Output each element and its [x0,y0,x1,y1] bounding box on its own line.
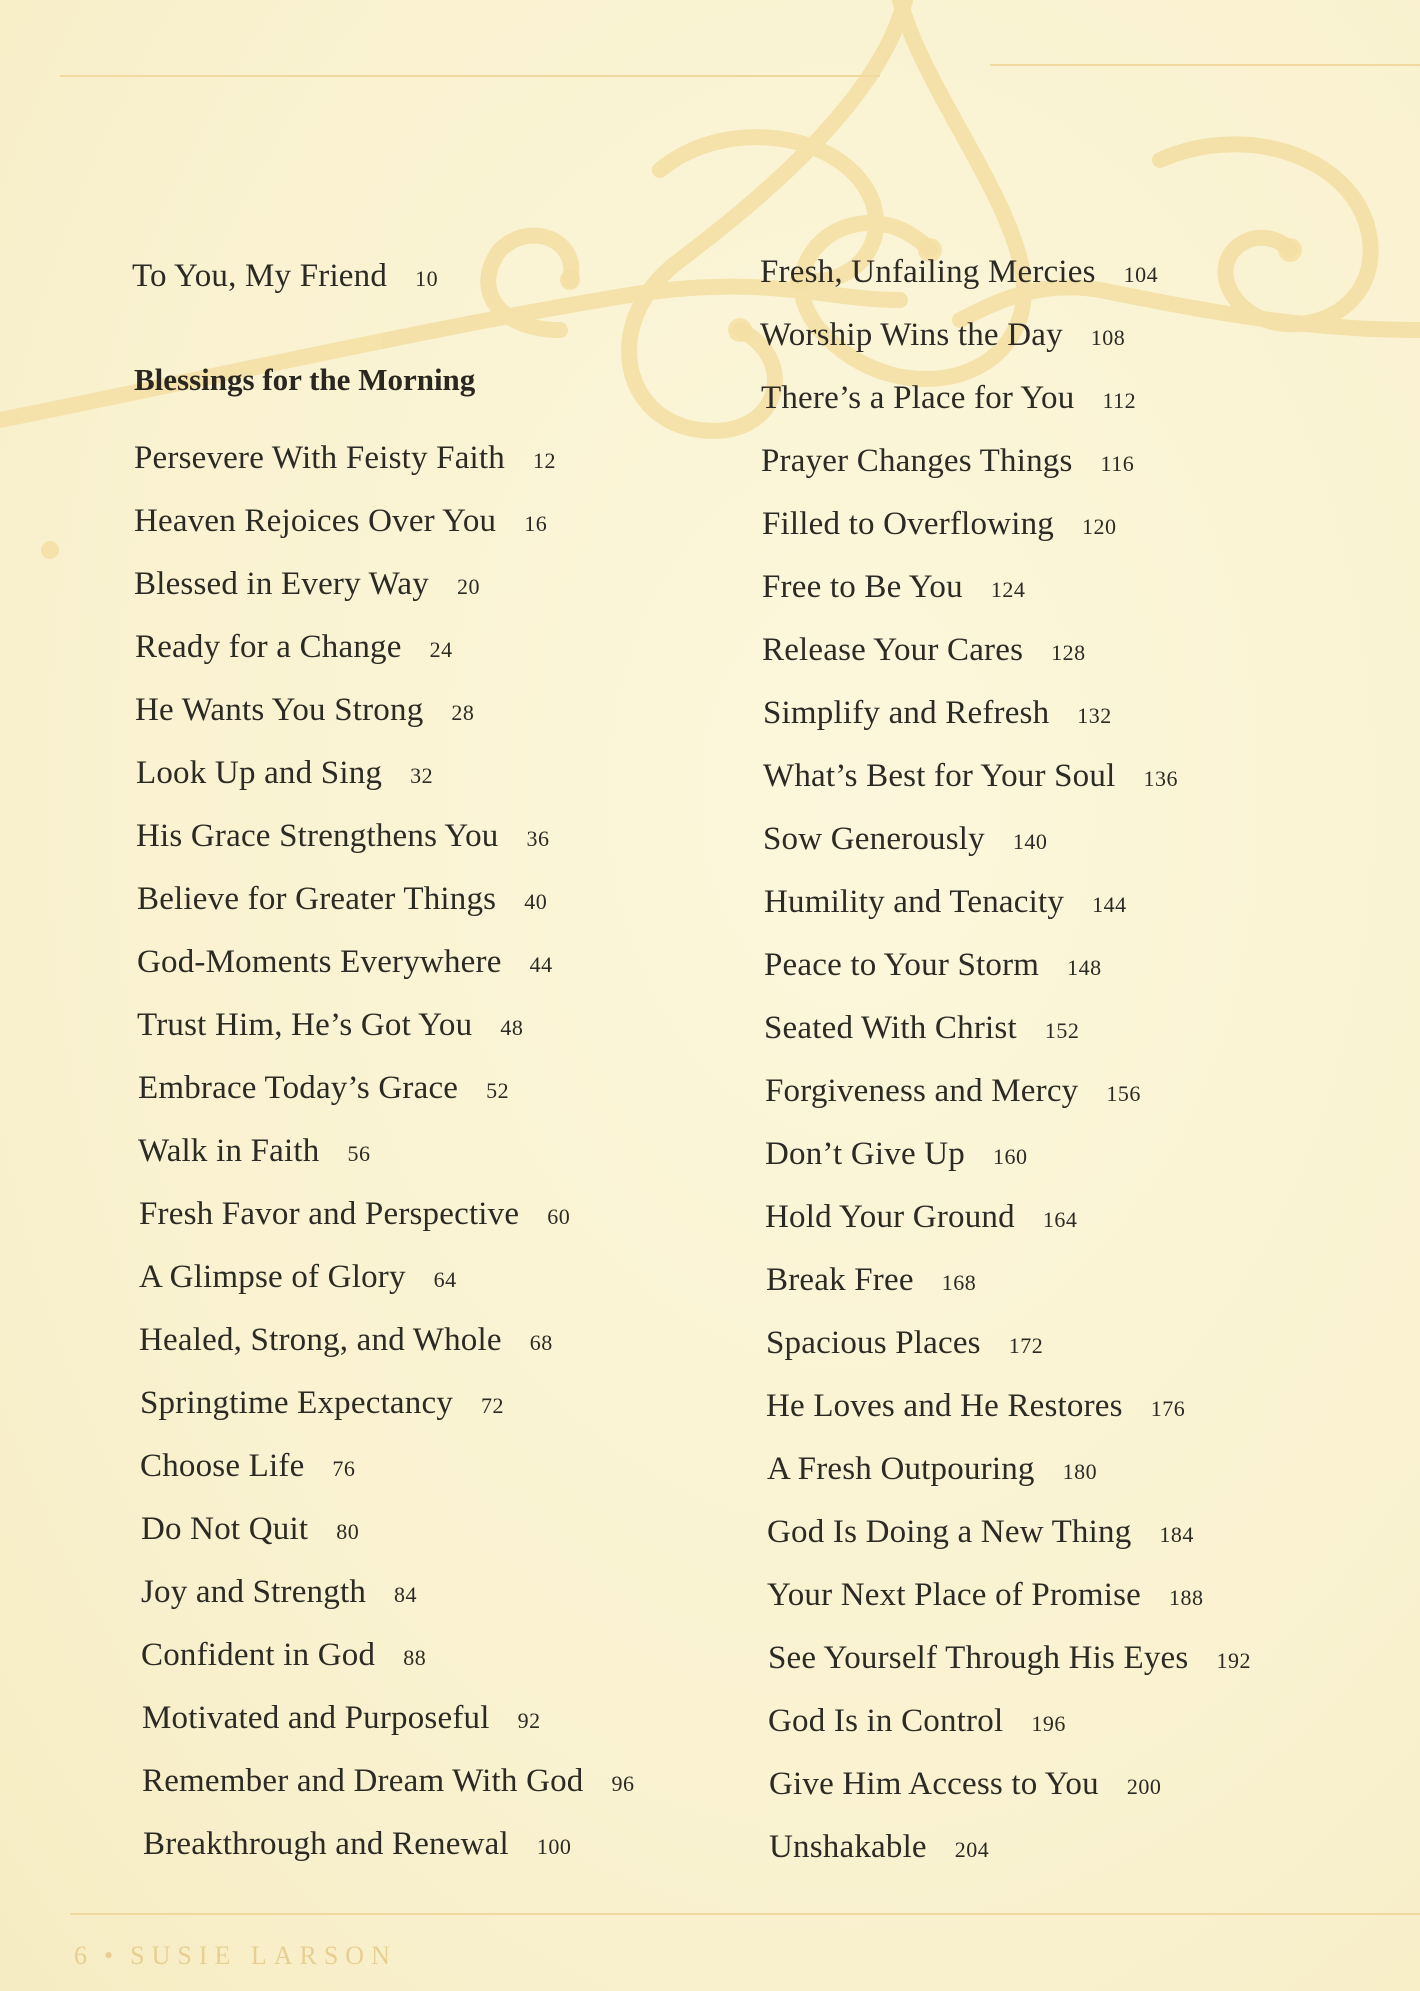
toc-entry-title: He Loves and He Restores [766,1388,1123,1424]
toc-entry-page: 68 [529,1330,553,1355]
toc-entry [137,1005,523,1048]
toc-entry-intro [132,256,438,299]
toc-entry-page: 148 [1067,955,1102,980]
toc-entry-title: A Fresh Outpouring [767,1451,1035,1487]
footer-separator: • [104,1941,121,1970]
toc-entry [761,378,1136,421]
toc-entry [139,1257,457,1300]
toc-entry-title: Sow Generously [763,821,985,857]
toc-entry-page: 132 [1077,703,1112,728]
toc-entry [137,942,553,985]
toc-entry-title: Breakthrough and Renewal [143,1826,509,1862]
toc-entry-title: Springtime Expectancy [140,1385,454,1421]
toc-entry-page: 116 [1100,451,1135,476]
toc-entry [760,252,1158,295]
toc-entry-page: 52 [486,1078,510,1103]
toc-entry-page: 100 [536,1834,572,1859]
toc-entry [140,1446,355,1489]
toc-entry-title: Simplify and Refresh [763,695,1050,731]
toc-entry [142,1761,635,1804]
toc-entry-title: Fresh Favor and Perspective [139,1196,520,1232]
toc-entry-title: Your Next Place of Promise [767,1577,1141,1613]
toc-entry [142,1698,541,1741]
toc-entry-page: 128 [1051,640,1086,665]
toc-entry-title: Trust Him, He’s Got You [137,1007,473,1043]
toc-entry-page: 196 [1031,1711,1066,1736]
toc-entry-title: Motivated and Purposeful [142,1700,490,1736]
toc-entry [762,630,1086,673]
toc-entry-title: Embrace Today’s Grace [138,1070,459,1106]
toc-entry-page: 16 [524,511,548,536]
toc-entry-page: 10 [415,266,439,291]
toc-entry [761,441,1134,484]
toc-entry [141,1635,426,1678]
toc-entry [768,1638,1251,1681]
toc-entry [763,756,1178,799]
toc-entry [767,1449,1097,1492]
toc-entry-title: His Grace Strengthens You [136,818,499,854]
toc-entry-page: 12 [533,448,556,473]
toc-entry-title: Remember and Dream With God [142,1763,584,1799]
toc-entry-title: Seated With Christ [764,1010,1017,1046]
toc-entry-page: 136 [1143,766,1178,791]
toc-entry [141,1509,359,1552]
toc-entry [138,1131,370,1174]
toc-entry-title: Blessed in Every Way [134,566,429,602]
toc-entry-title: See Yourself Through His Eyes [768,1640,1189,1676]
toc-entry [134,438,556,481]
toc-entry [764,882,1127,925]
toc-entry-page: 40 [524,889,548,914]
toc-entry [767,1512,1194,1555]
toc-entry [769,1827,989,1870]
toc-entry-title: Look Up and Sing [136,755,383,791]
page-footer [74,1941,397,1971]
toc-entry [763,693,1112,736]
toc-entry-page: 60 [547,1204,571,1229]
toc-entry [135,690,474,733]
toc-entry-page: 28 [451,700,475,725]
toc-entry-title: Healed, Strong, and Whole [139,1322,502,1358]
toc-entry-page: 92 [517,1708,541,1733]
toc-entry-page: 164 [1042,1207,1078,1232]
toc-entry-page: 168 [941,1270,977,1295]
toc-entry-page: 176 [1150,1396,1186,1421]
toc-entry-title: God Is Doing a New Thing [767,1514,1132,1550]
toc-entry-title: Confident in God [141,1637,376,1673]
toc-entry-title: Prayer Changes Things [761,443,1073,479]
toc-entry-page: 44 [529,952,553,977]
toc-entry-title: Forgiveness and Mercy [765,1073,1079,1109]
toc-entry [765,1197,1077,1240]
toc-entry-page: 96 [611,1771,635,1796]
toc-entry [764,1008,1079,1051]
toc-entry-title: To You, My Friend [132,258,388,294]
toc-entry-title: There’s a Place for You [761,380,1075,416]
toc-entry [769,1764,1161,1807]
toc-entry-title: God Is in Control [768,1703,1004,1739]
toc-entry-page: 160 [992,1144,1028,1169]
toc-entry-page: 84 [394,1582,418,1607]
toc-entry [134,564,480,607]
toc-entry [136,816,549,859]
toc-entry [765,1071,1141,1114]
toc-entry-page: 108 [1090,325,1126,350]
bottom-rule [70,1913,1420,1915]
toc-entry-page: 24 [429,637,453,662]
toc-entry-page: 20 [456,574,480,599]
toc-entry [135,627,453,670]
toc-entry [138,1068,509,1111]
toc-entry-page: 144 [1092,892,1127,917]
toc-entry [765,1134,1027,1177]
toc-entry [766,1386,1185,1429]
toc-entry-title: Joy and Strength [141,1574,367,1610]
toc-entry [760,315,1125,358]
toc-entry-title: God-Moments Everywhere [137,944,502,980]
toc-entry-page: 72 [481,1393,505,1418]
toc-entry-page: 120 [1082,514,1117,539]
toc-entry-page: 80 [336,1519,360,1544]
toc-entry-page: 112 [1102,388,1137,413]
toc-entry-title: Break Free [766,1262,914,1298]
toc-entry [768,1701,1066,1744]
toc-entry [762,567,1025,610]
toc-entry [141,1572,417,1615]
toc-entry-page: 56 [347,1141,371,1166]
toc-entry-title: Worship Wins the Day [760,317,1063,353]
footer-page-number: 6 [74,1941,94,1970]
toc-entry-page: 180 [1062,1459,1098,1484]
toc-entry-title: Believe for Greater Things [137,881,497,917]
toc-entry-page: 104 [1123,262,1159,287]
toc-entry-page: 36 [526,826,550,851]
toc-entry [143,1824,571,1867]
toc-entry-title: Heaven Rejoices Over You [134,503,497,539]
toc-entry-page: 200 [1126,1774,1162,1799]
top-rule-left [60,75,880,77]
toc-entry-title: Humility and Tenacity [764,884,1065,920]
toc-entry [767,1575,1204,1618]
toc-entry [762,504,1117,547]
toc-entry-page: 64 [433,1267,457,1292]
toc-entry-title: Spacious Places [766,1325,981,1361]
toc-entry [766,1323,1043,1366]
toc-entry [136,753,433,796]
toc-entry [139,1194,570,1237]
toc-entry-page: 76 [332,1456,356,1481]
toc-entry-page: 204 [954,1837,990,1862]
toc-entry-title: Fresh, Unfailing Mercies [760,254,1096,290]
toc-entry-title: Ready for a Change [135,629,402,665]
toc-entry-title: Walk in Faith [138,1133,320,1169]
toc-entry-page: 32 [410,763,434,788]
toc-entry [763,819,1047,862]
toc-entry-title: Give Him Access to You [769,1766,1099,1802]
toc-entry-title: Hold Your Ground [765,1199,1015,1235]
toc-entry [137,879,547,922]
toc-entry-title: A Glimpse of Glory [139,1259,406,1295]
top-rule-right [990,64,1420,66]
toc-entry-title: He Wants You Strong [135,692,424,728]
toc-entry-page: 124 [990,577,1026,602]
toc-entry-page: 48 [500,1015,524,1040]
toc-entry [766,1260,976,1303]
toc-entry [134,501,547,544]
toc-entry-page: 192 [1216,1648,1251,1673]
toc-entry-title: Don’t Give Up [765,1136,965,1172]
toc-entry-title: Free to Be You [762,569,963,605]
footer-author: SUSIE LARSON [130,1941,397,1970]
toc-entry-page: 172 [1008,1333,1044,1358]
toc-entry-title: Do Not Quit [141,1511,309,1547]
toc-entry-title: Peace to Your Storm [764,947,1040,983]
section-heading: Blessings for the Morning [134,362,476,397]
toc-entry [140,1383,504,1426]
toc-entry-title: Choose Life [140,1448,305,1484]
toc-entry-title: Persevere With Feisty Faith [134,440,505,476]
toc-entry [764,945,1102,988]
toc-entry-page: 188 [1169,1585,1204,1610]
toc-entry-page: 152 [1044,1018,1080,1043]
toc-entry-page: 88 [403,1645,427,1670]
toc-entry-page: 156 [1106,1081,1141,1106]
toc-entry-page: 140 [1012,829,1048,854]
toc-entry-title: Release Your Cares [762,632,1024,668]
toc-entry [139,1320,553,1363]
toc-entry-page: 184 [1159,1522,1194,1547]
toc-entry-title: Filled to Overflowing [762,506,1054,542]
toc-entry-title: Unshakable [769,1829,927,1865]
toc-entry-title: What’s Best for Your Soul [763,758,1116,794]
